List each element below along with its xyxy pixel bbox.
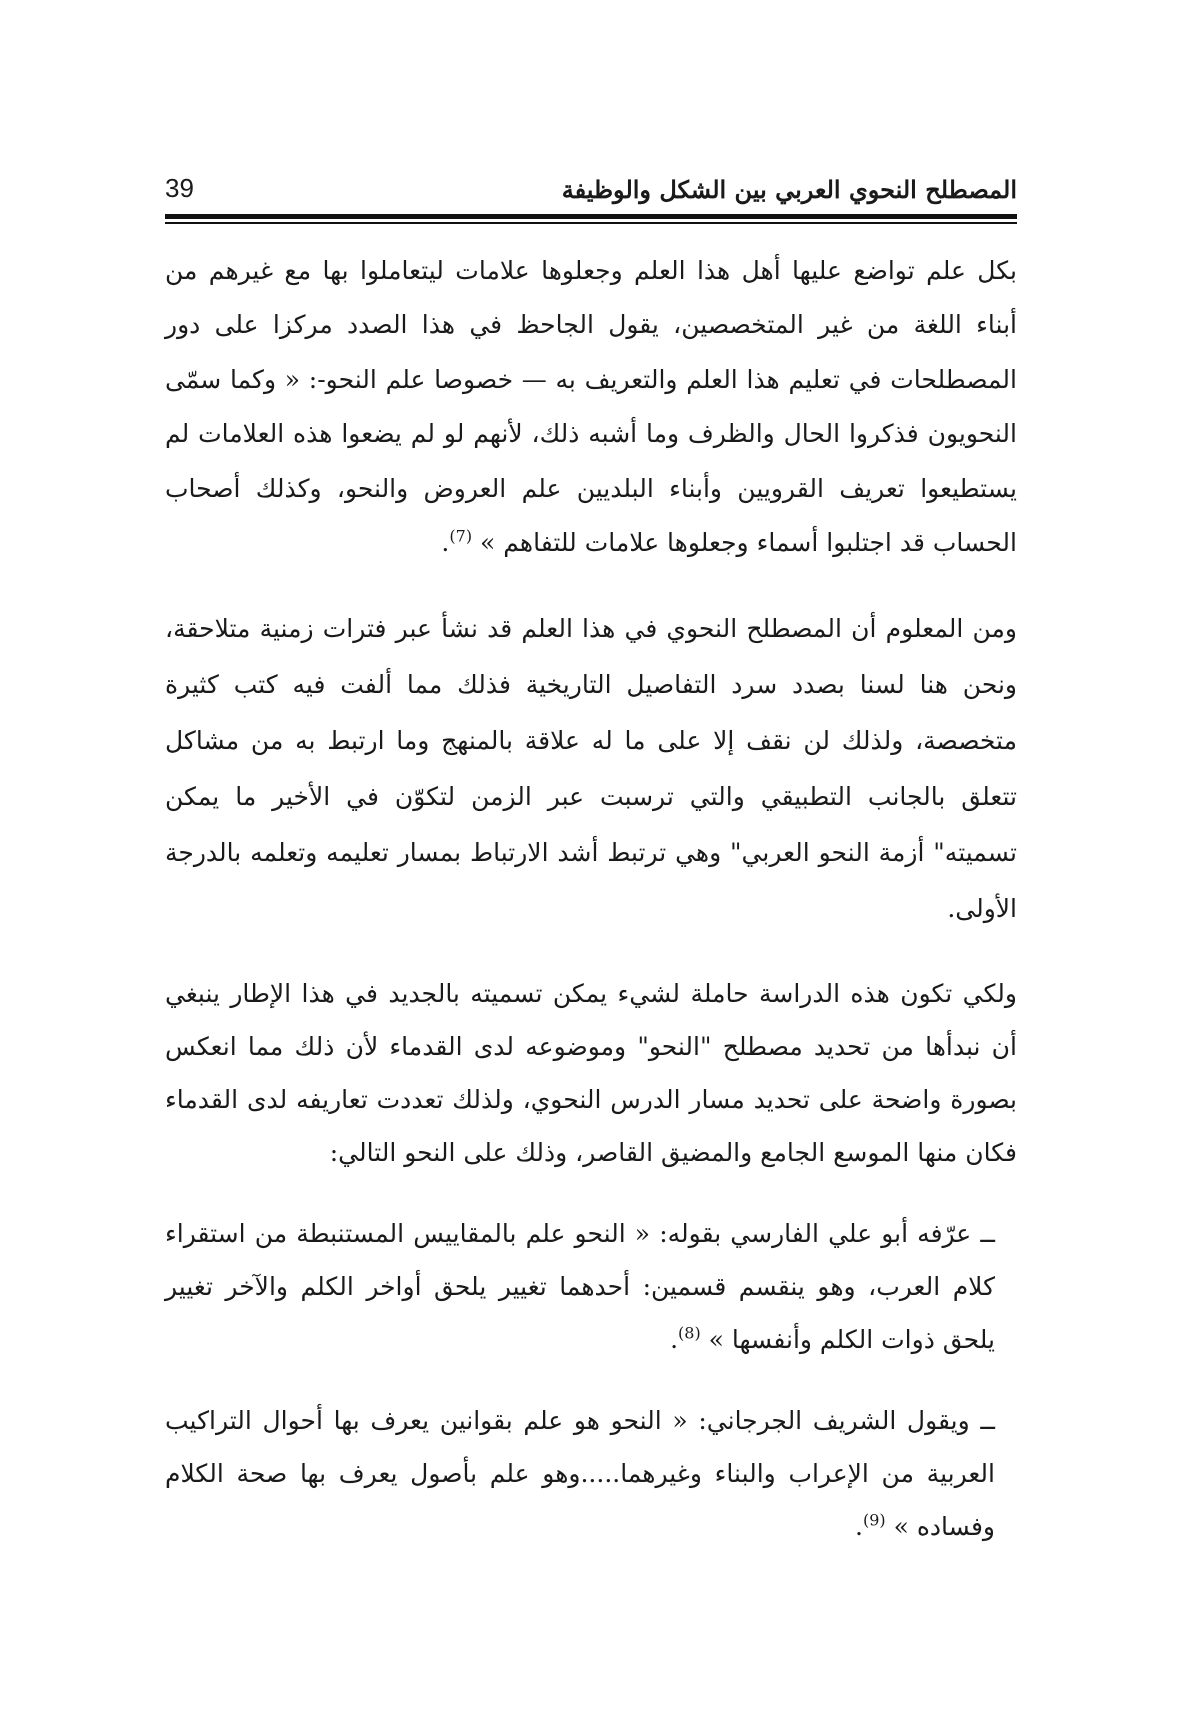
paragraph-jahiz-quote — [165, 244, 1017, 572]
paragraph-text: ــ عرّفه أبو علي الفارسي بقوله: « النحو علم بالمقاييس المستنبطة من استقراء كلام العرب، وهو ينقسم قسمين: أحدهما تغيير يلحق أواخر الكلم والآخر تغيير يلحق ذوات الكلم وأنفسها » — [165, 1219, 995, 1355]
body-text — [165, 244, 1017, 1554]
sentence-end: . — [854, 1512, 863, 1542]
footnote-ref: (8) — [678, 1323, 701, 1343]
paragraph-text: ــ ويقول الشريف الجرجاني: « النحو هو علم بقوانين يعرف بها أحوال التراكيب العربية من الإعراب والبناء وغيرهما.....وهو علم بأصول يعرف بها صحة الكلام وفساده » — [165, 1406, 995, 1542]
footnote-ref: (9) — [862, 1510, 886, 1530]
paragraph-text: بكل علم تواضع عليها أهل هذا العلم وجعلوها علامات ليتعاملوا بها مع غيرهم من أبناء اللغة من غير المتخصصين، يقول الجاحظ في هذا الصدد مركزا على دور المصطلحات في تعليم هذا العلم والتعريف به — خصوصا علم النحو-: « وكما سمّى النحويون فذكروا الحال والظرف وما أشبه ذلك، لأنهم لو لم يضعوا هذه العلامات لم يستطيعوا تعريف القرويين وأبناء البلديين علم العروض والنحو، وكذلك أصحاب الحساب قد اجتلبوا أسماء وجعلوها علامات للتفاهم » — [165, 255, 1017, 558]
header-rule-thin — [165, 222, 1017, 224]
paragraph-text: ومن المعلوم أن المصطلح النحوي في هذا العلم قد نشأ عبر فترات زمنية متلاحقة، ونحن هنا لسنا بصدد سرد التفاصيل التاريخية فذلك مما ألفت فيه كتب كثيرة متخصصة، ولذلك لن نقف إلا على ما له علاقة بالمنهج وما ارتبط به من مشاكل تتعلق بالجانب التطبيقي والتي ترسبت عبر الزمن لتكوّن في الأخير ما يمكن تسميته" أزمة النحو العربي" وهي ترتبط أشد الارتباط بمسار تعليمه وتعلمه بالدرجة الأولى. — [165, 614, 1017, 924]
sentence-end: . — [441, 528, 450, 558]
running-header — [165, 160, 1017, 204]
running-title: المصطلح النحوي العربي بين الشكل والوظيفة — [561, 175, 1017, 204]
page-number: 39 — [165, 173, 194, 203]
sentence-end: . — [670, 1325, 679, 1355]
paragraph-jurjani-definition — [165, 1394, 1017, 1553]
paragraph-farisi-definition — [165, 1207, 1017, 1366]
paragraph-term-origin — [165, 601, 1017, 937]
paragraph-definition-intro — [165, 967, 1017, 1179]
footnote-ref: (7) — [449, 527, 473, 547]
header-rule-thick — [165, 214, 1017, 219]
paragraph-text: ولكي تكون هذه الدراسة حاملة لشيء يمكن تسميته بالجديد في هذا الإطار ينبغي أن نبدأها من تحديد مصطلح "النحو" وموضوعه لدى القدماء لأن ذلك مما انعكس بصورة واضحة على تحديد مسار الدرس النحوي، ولذلك تعددت تعاريفه لدى القدماء فكان منها الموسع الجامع والمضيق القاصر، وذلك على النحو التالي: — [165, 979, 1017, 1168]
